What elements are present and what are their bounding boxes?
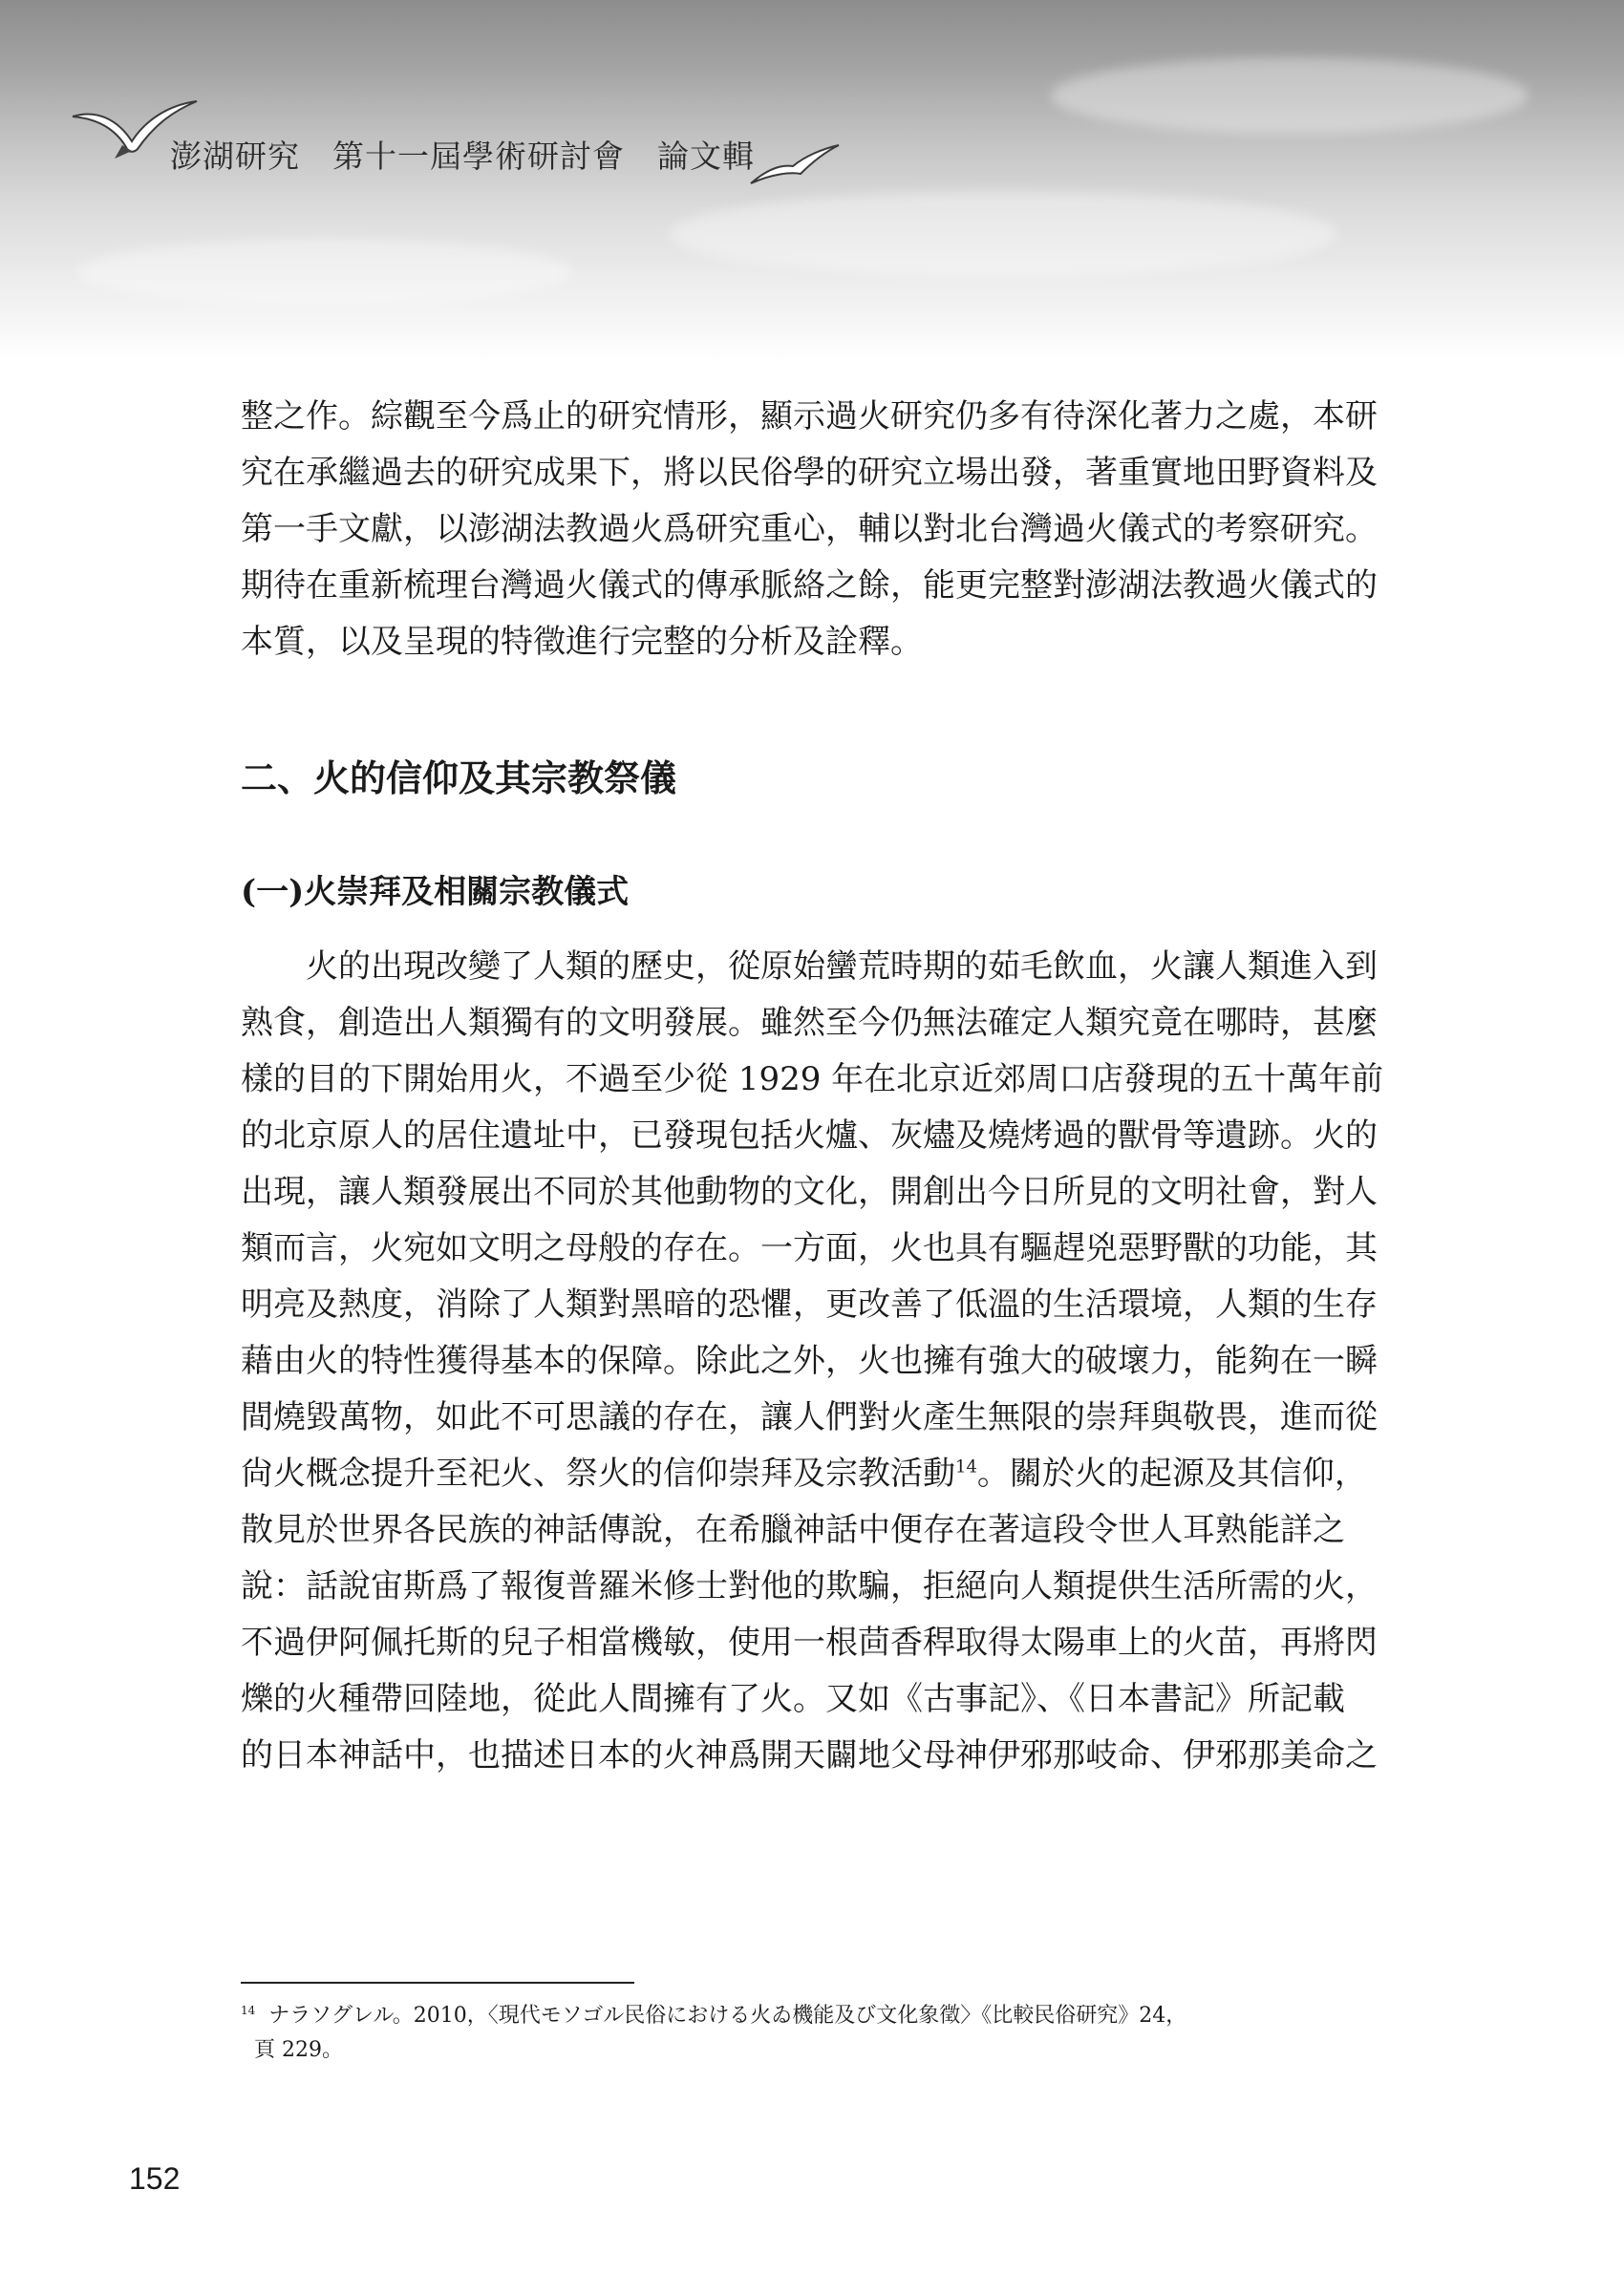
text-line: 間燒毀萬物，如此不可思議的存在，讓人們對火產生無限的崇拜與敬畏，進而從 (241, 1398, 1378, 1436)
cloud-shape (1051, 57, 1528, 134)
text-line: 類而言，火宛如文明之母般的存在。一方面，火也具有驅趕兇惡野獸的功能，其 (241, 1229, 1378, 1267)
text-segment: 尙火概念提升至祀火、祭火的信仰崇拜及宗教活動 (241, 1455, 955, 1493)
text-line-with-note (241, 1446, 1379, 1502)
text-line: 樣的目的下開始用火，不過至少從 1929 年在北京近郊周口店發現的五十萬年前 (241, 1060, 1384, 1098)
intro-paragraph (241, 389, 1379, 670)
header-banner (0, 0, 1624, 363)
footnote (241, 1999, 1379, 2068)
cloud-shape (76, 239, 573, 306)
text-line: 藉由火的特性獲得基本的保障。除此之外，火也擁有強大的破壞力，能夠在一瞬 (241, 1342, 1378, 1380)
footnote-reference[interactable]: 14 (955, 1456, 977, 1478)
text-line: 的日本神話中，也描述日本的火神爲開天闢地父母神伊邪那岐命、伊邪那美命之 (241, 1736, 1378, 1775)
footnote-line (241, 1999, 1379, 2033)
text-line: 不過伊阿佩托斯的兒子相當機敏，使用一根茴香稈取得太陽車上的火苗，再將閃 (241, 1624, 1378, 1662)
text-line: 究在承繼過去的研究成果下，將以民俗學的研究立場出發，著重實地田野資料及 (241, 454, 1378, 492)
collection-name: 論文輯 (657, 138, 755, 175)
text-line: 第一手文獻，以澎湖法教過火爲研究重心，輔以對北台灣過火儀式的考察研究。 (241, 510, 1378, 548)
text-line: 熟食，創造出人類獨有的文明發展。雖然至今仍無法確定人類究竟在哪時，甚麼 (241, 1004, 1378, 1042)
footnote-line: 頁 229。 (254, 2038, 343, 2062)
footnote-marker: 14 (241, 2003, 256, 2017)
text-line: 本質，以及呈現的特徵進行完整的分析及詮釋。 (241, 623, 923, 661)
text-line: 整之作。綜觀至今爲止的研究情形，顯示過火研究仍多有待深化著力之處，本研 (241, 397, 1378, 436)
page-number: 152 (129, 2161, 181, 2196)
body-paragraph (241, 939, 1384, 1784)
footnote-divider (241, 1982, 634, 1984)
text-line: 出現，讓人類發展出不同於其他動物的文化，開創出今日所見的文明社會，對人 (241, 1173, 1378, 1211)
text-line: 散見於世界各民族的神話傳說，在希臘神話中便存在著這段令世人耳熟能詳之 (241, 1511, 1345, 1549)
footnote-text: ナラソグレル。2010，〈現代モソゴル民俗における火ゐ機能及び文化象徵〉《比較民俗研究》24， (268, 2004, 1187, 2028)
text-line: 火的出現改變了人類的歷史，從原始蠻荒時期的茹毛飲血，火讓人類進入到 (306, 947, 1378, 986)
text-segment: 。關於火的起源及其信仰， (976, 1455, 1367, 1493)
running-header (170, 132, 787, 177)
conference-name: 第十一屆學術研討會 (332, 138, 625, 175)
text-line: 的北京原人的居住遺址中，已發現包括火爐、灰燼及燒烤過的獸骨等遺跡。火的 (241, 1116, 1378, 1155)
subsection-heading: (一)火崇拜及相關宗教儀式 (241, 873, 630, 911)
cloud-shape (669, 191, 1337, 277)
text-line: 期待在重新梳理台灣過火儀式的傳承脈絡之餘，能更完整對澎湖法教過火儀式的 (241, 566, 1378, 605)
text-line: 爍的火種帶回陸地，從此人間擁有了火。又如《古事記》、《日本書記》所記載 (241, 1680, 1345, 1718)
section-heading: 二、火的信仰及其宗教祭儀 (241, 756, 677, 799)
text-line: 明亮及熱度，消除了人類對黑暗的恐懼，更改善了低溫的生活環境，人類的生存 (241, 1286, 1378, 1324)
journal-name: 澎湖研究 (170, 138, 300, 175)
text-line: 說：話說宙斯爲了報復普羅米修士對他的欺騙，拒絕向人類提供生活所需的火， (241, 1567, 1378, 1605)
